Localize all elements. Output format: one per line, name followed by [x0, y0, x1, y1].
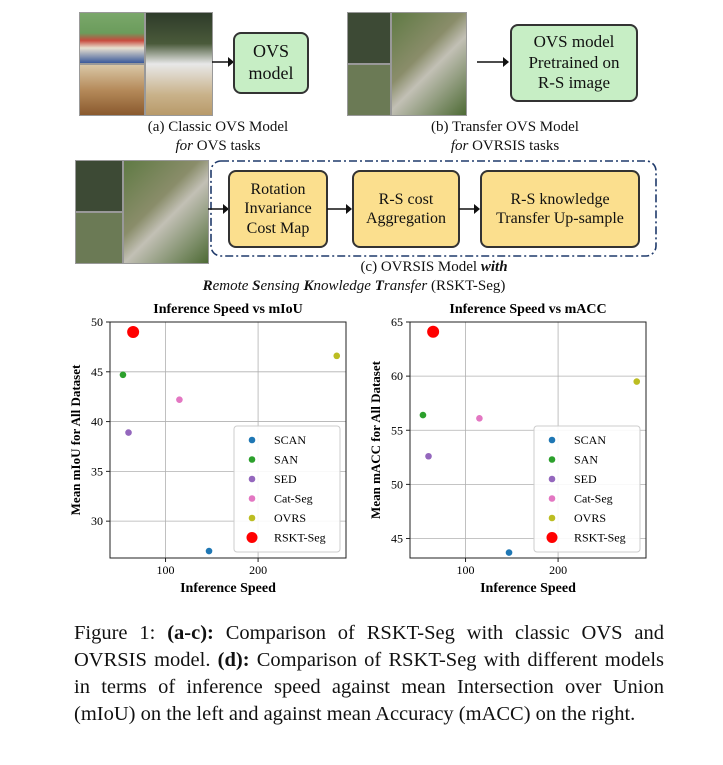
chart1-legend-label-0: SCAN [574, 433, 607, 447]
chart0-legend-marker-4 [249, 515, 256, 522]
caption-c-emote: emote [212, 277, 253, 294]
chart0-point-rskt-seg [127, 326, 139, 338]
chart1-xtick-label-0: 100 [456, 563, 475, 577]
chart0-legend-label-2: SED [274, 472, 297, 486]
chart1-ytick-label-4: 65 [391, 315, 403, 329]
chart0-ytick-label-2: 40 [91, 414, 103, 429]
caption-c-ensing: ensing [260, 277, 304, 294]
chart0-xtick-label-1: 200 [249, 563, 268, 577]
caption-c-nowledge: nowledge [313, 277, 375, 294]
chart0-legend-marker-1 [249, 456, 256, 463]
chart0-point-cat-seg [176, 396, 183, 403]
chart0-legend-label-1: SAN [274, 452, 299, 467]
caption-prefix: Figure 1: [74, 622, 168, 644]
caption-c-prefix: (c) OVRSIS Model [360, 259, 481, 275]
chart0-ytick-label-4: 50 [91, 315, 103, 329]
chart1-legend-marker-3 [549, 495, 556, 502]
caption-b-line1: (b) Transfer OVS Model [431, 119, 579, 135]
chart-macc [360, 298, 660, 600]
chart1-point-cat-seg [476, 415, 483, 422]
chart1-point-sed [425, 453, 432, 460]
chart1-legend-label-5: RSKT-Seg [574, 530, 626, 545]
chart-miou [60, 298, 360, 600]
chart0-point-sed [125, 429, 132, 436]
caption-c-line1 [210, 258, 658, 277]
chart0-ytick-label-0: 30 [91, 514, 103, 529]
caption-b-line2 [400, 137, 610, 156]
chart0-point-san [120, 371, 127, 378]
chart0-xtick-label-0: 100 [156, 563, 175, 577]
caption-b-for: for [450, 137, 469, 154]
photo-house-aerial [391, 12, 467, 116]
caption-a-line1: (a) Classic OVS Model [147, 119, 289, 135]
photo-c-house [123, 160, 209, 264]
chart0-legend-marker-3 [249, 495, 256, 502]
arrow-c2 [458, 203, 482, 215]
chart0-legend-label-4: OVRS [274, 511, 307, 525]
chart0-legend-marker-5 [247, 532, 258, 543]
caption-bold-2: (d): [217, 649, 250, 671]
chart1-legend-marker-0 [549, 437, 556, 444]
caption-c-S: S [252, 277, 261, 294]
photo-c-airplane [75, 212, 123, 264]
caption-bold-1: (a-c): [167, 622, 214, 644]
ovs-model-box: OVS model [233, 32, 309, 94]
chart1-ytick-label-0: 45 [391, 531, 403, 546]
arrow-a [211, 56, 235, 68]
figure-caption [74, 620, 664, 728]
chart1-ytick-label-2: 55 [391, 423, 403, 438]
chart1-xlabel: Inference Speed [480, 581, 576, 596]
chart0-ytick-label-1: 35 [91, 464, 103, 479]
caption-a-line2-rest: OVS tasks [193, 137, 261, 154]
chart1-legend-marker-2 [549, 476, 556, 483]
chart0-legend-marker-0 [249, 437, 256, 444]
chart1-point-san [420, 412, 427, 419]
chart1-legend-label-3: Cat-Seg [574, 491, 613, 506]
chart1-point-scan [506, 549, 513, 556]
caption-c-with: with [480, 259, 508, 275]
chart0-title: Inference Speed vs mIoU [153, 302, 303, 317]
chart0-legend-label-3: Cat-Seg [274, 491, 313, 506]
chart1-ylabel: Mean mACC for All Dataset [368, 361, 383, 519]
photo-people-group [79, 12, 145, 64]
caption-c-K: K [303, 277, 314, 294]
chart0-legend-label-5: RSKT-Seg [274, 530, 326, 545]
photo-airplane-2 [347, 64, 391, 116]
chart1-legend-marker-4 [549, 515, 556, 522]
caption-c-line2 [50, 277, 658, 296]
photo-c-airplanes [75, 160, 123, 212]
chart1-ytick-label-3: 60 [391, 369, 403, 384]
arrow-b [476, 56, 510, 68]
caption-text-2: Comparison of RSKT-Seg with different models in terms of inference speed against mean Intersection over Union (mIoU) on the left and against mean Accuracy (mACC) on the right. [74, 649, 664, 725]
photo-living-room [79, 64, 145, 116]
photo-baseball-player [145, 12, 213, 116]
caption-c-suffix: (RSKT-Seg) [427, 277, 506, 294]
chart1-point-rskt-seg [427, 326, 439, 338]
arrow-c1 [326, 203, 354, 215]
photo-airplanes-1 [347, 12, 391, 64]
rotation-invariance-box: Rotation Invariance Cost Map [228, 170, 328, 248]
chart0-point-ovrs [333, 353, 340, 360]
caption-c-R: R [202, 277, 213, 294]
caption-c-T: T [374, 277, 384, 294]
chart1-title: Inference Speed vs mACC [449, 302, 607, 317]
caption-a-for: for [175, 137, 193, 154]
chart1-point-ovrs [633, 378, 640, 385]
chart1-legend-label-1: SAN [574, 452, 599, 467]
ovs-pretrained-box: OVS model Pretrained on R-S image [510, 24, 638, 102]
chart0-legend-marker-2 [249, 476, 256, 483]
caption-panel-c [202, 258, 658, 296]
chart0-ytick-label-3: 45 [91, 364, 103, 379]
caption-text-1: Comparison of RSKT-Seg with classic OVS and OVRSIS model. [74, 622, 664, 671]
chart1-ytick-label-1: 50 [391, 477, 403, 492]
chart0-point-scan [206, 548, 213, 555]
rs-knowledge-transfer-box: R-S knowledge Transfer Up-sample [480, 170, 640, 248]
chart0-legend-label-0: SCAN [274, 433, 307, 447]
chart1-legend-label-2: SED [574, 472, 597, 486]
caption-c-ransfer: ransfer [383, 277, 428, 294]
chart0-ylabel: Mean mIoU for All Dataset [68, 364, 83, 516]
caption-b-line2-rest: OVRSIS tasks [468, 137, 560, 154]
caption-panel-a [118, 118, 318, 156]
caption-a-line2 [118, 137, 318, 156]
chart1-legend-marker-1 [549, 456, 556, 463]
caption-panel-b [400, 118, 610, 156]
chart1-legend-marker-5 [547, 532, 558, 543]
chart0-xlabel: Inference Speed [180, 581, 276, 596]
chart1-xtick-label-1: 200 [549, 563, 568, 577]
chart1-legend-label-4: OVRS [574, 511, 607, 525]
rs-cost-aggregation-box: R-S cost Aggregation [352, 170, 460, 248]
